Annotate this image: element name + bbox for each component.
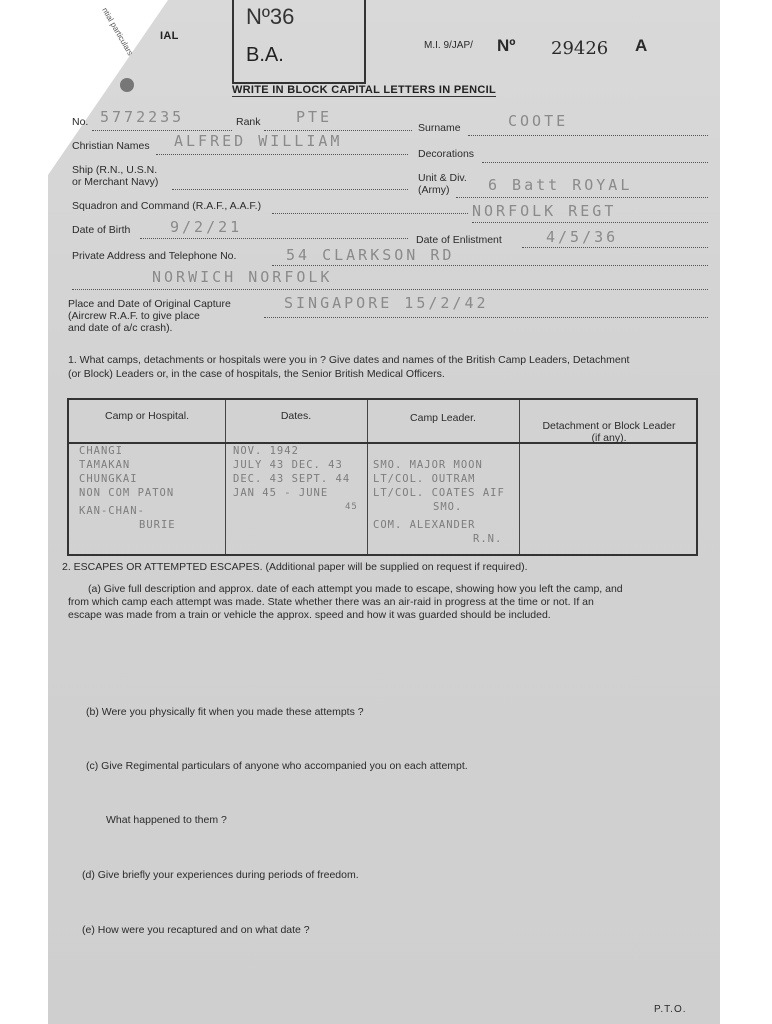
camp-table [67, 398, 698, 556]
form-number: 29426 [551, 38, 609, 59]
capture-label-1: Place and Date of Original Capture [68, 298, 231, 310]
christian-names-value: ALFRED WILLIAM [174, 132, 343, 150]
pto-label: P.T.O. [654, 1004, 687, 1015]
table-header-detachment: Detachment or Block Leader (if any). [542, 420, 676, 444]
dob-value: 9/2/21 [170, 218, 243, 236]
camp-entry: KAN-CHAN- [79, 505, 145, 517]
ship-label-2: or Merchant Navy) [72, 176, 159, 188]
date-entry: JULY 43 DEC. 43 [233, 459, 343, 471]
leader-entry: SMO. MAJOR MOON [373, 459, 483, 471]
decorations-label: Decorations [418, 148, 475, 160]
camp-list [79, 444, 176, 532]
no-label-field: No. [72, 116, 89, 128]
surname-label: Surname [418, 122, 461, 134]
rank-value: PTE [296, 108, 333, 126]
question-1-line-2: (or Block) Leaders or, in the case of hospitals, the Senior British Medical Officers. [68, 368, 445, 380]
dates-list [233, 444, 358, 514]
unit-value-2: NORFOLK REGT [472, 202, 617, 220]
question-2c-sub: What happened to them ? [106, 814, 227, 826]
date-entry: JAN 45 - JUNE [233, 487, 329, 499]
stamp-number: Nº36 [246, 4, 295, 29]
camp-entry: NON COM PATON [79, 487, 175, 499]
leader-entry: R.N. [473, 533, 503, 545]
reference-stamp [232, 0, 366, 84]
question-2a-line-1: (a) Give full description and approx. date of each attempt you made to escape, showing how you left the camp, and [88, 583, 623, 595]
leader-entry: COM. ALEXANDER [373, 519, 476, 531]
question-2a-line-2: from which camp each attempt was made. State whether there was an air-raid in progress at the time or not. If an [68, 596, 594, 608]
capture-value: SINGAPORE 15/2/42 [284, 294, 489, 312]
camp-entry: CHUNGKAI [79, 473, 138, 485]
unit-label-1: Unit & Div. [418, 172, 467, 184]
leaders-list [373, 458, 505, 546]
instruction-heading: WRITE IN BLOCK CAPITAL LETTERS IN PENCIL [232, 84, 496, 96]
question-2d: (d) Give briefly your experiences during periods of freedom. [82, 869, 359, 881]
camp-entry: BURIE [139, 519, 176, 531]
capture-label-2: (Aircrew R.A.F. to give place [68, 310, 200, 322]
table-header-camp: Camp or Hospital. [104, 410, 190, 422]
leader-entry: LT/COL. OUTRAM [373, 473, 476, 485]
table-header-leader: Camp Leader. [410, 412, 476, 424]
rank-label: Rank [236, 116, 261, 128]
stamp-code: B.A. [246, 44, 284, 66]
question-2b: (b) Were you physically fit when you made these attempts ? [86, 706, 364, 718]
squadron-label: Squadron and Command (R.A.F., A.A.F.) [72, 200, 262, 212]
capture-label-3: and date of a/c crash). [68, 322, 173, 334]
dob-label: Date of Birth [72, 224, 131, 236]
corner-text: ntial particulars [100, 6, 135, 58]
enlistment-label: Date of Enlistment [416, 234, 502, 246]
question-2a-line-3: escape was made from a train or vehicle the approx. speed and how it was guarded should be included. [68, 609, 551, 621]
mi-reference: M.I. 9/JAP/ [424, 40, 473, 51]
camp-entry: TAMAKAN [79, 459, 131, 471]
question-2-title: 2. ESCAPES OR ATTEMPTED ESCAPES. (Additional paper will be supplied on request if required). [62, 561, 528, 573]
unit-value-1: 6 Batt ROYAL [488, 176, 633, 194]
date-entry: NOV. 1942 [233, 445, 299, 457]
surname-value: COOTE [508, 112, 569, 130]
corner-suffix: IAL [160, 30, 179, 42]
no-label: Nº [497, 36, 516, 55]
form-series: A [635, 36, 648, 55]
date-entry: 45 [345, 502, 358, 512]
ship-label-1: Ship (R.N., U.S.N. [72, 164, 158, 176]
leader-entry: LT/COL. COATES AIF [373, 487, 505, 499]
address-value-2: NORWICH NORFOLK [152, 268, 333, 286]
question-1-line-1: 1. What camps, detachments or hospitals were you in ? Give dates and names of the British Camp Leaders, Detachment [68, 354, 630, 366]
service-number: 5772235 [100, 108, 185, 126]
address-value-1: 54 CLARKSON RD [286, 246, 455, 264]
question-2e: (e) How were you recaptured and on what date ? [82, 924, 310, 936]
camp-entry: CHANGI [79, 445, 123, 457]
table-header-dates: Dates. [280, 410, 312, 422]
question-2c: (c) Give Regimental particulars of anyone who accompanied you on each attempt. [86, 760, 468, 772]
date-entry: DEC. 43 SEPT. 44 [233, 473, 351, 485]
christian-names-label: Christian Names [72, 140, 150, 152]
leader-entry: SMO. [433, 501, 463, 513]
unit-label-2: (Army) [418, 184, 450, 196]
address-label: Private Address and Telephone No. [72, 250, 237, 262]
staple-hole [120, 78, 134, 92]
enlistment-value: 4/5/36 [546, 228, 619, 246]
